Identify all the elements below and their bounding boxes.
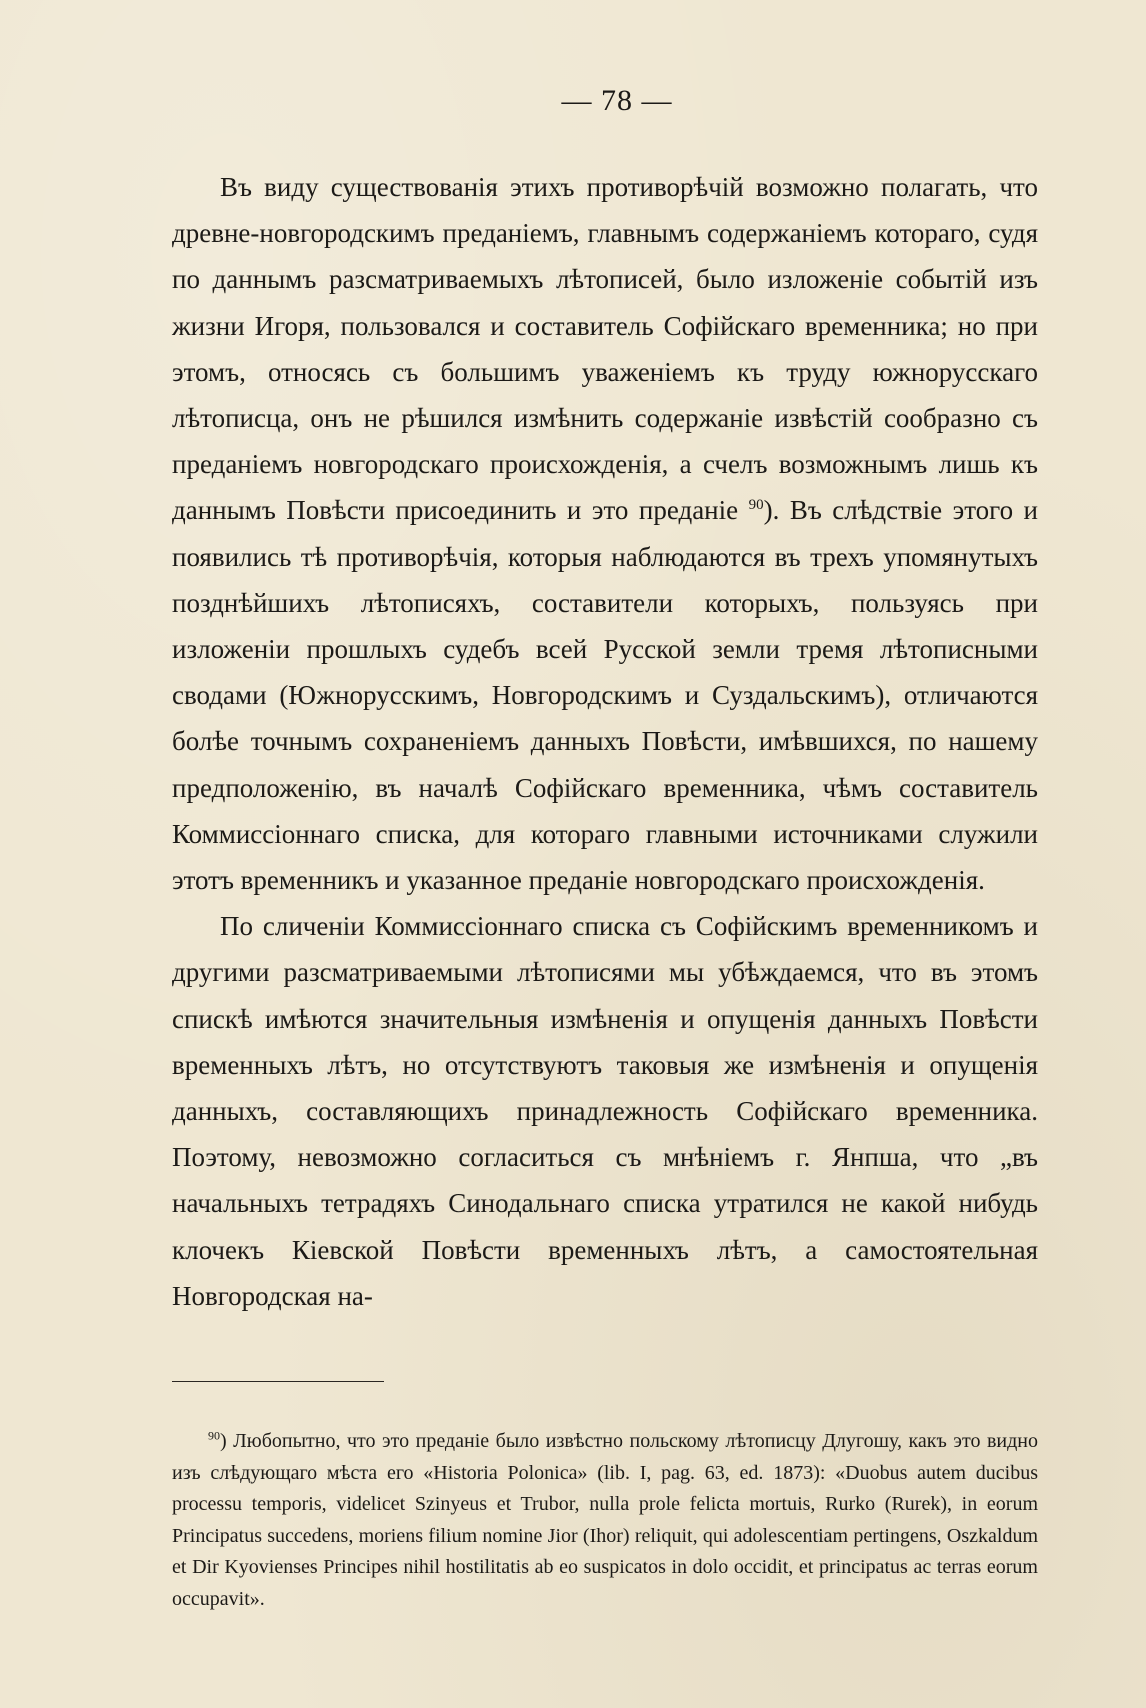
- paragraph-1-text: Въ виду существованія этихъ противорѣчій возможно полагать, что древне-новгородскимъ преданіемъ, главнымъ содержаніемъ котораго, судя по даннымъ разсматриваемыхъ лѣтописей, было изложеніе событій изъ жизни Игоря, пользовался и составитель Софійскаго временника; но при этомъ, относясь съ большимъ уваженіемъ къ труду южнорусскаго лѣтописца, онъ не рѣшился измѣнить содержаніе извѣстій сообразно съ преданіемъ новгородскаго происхожденія, а счелъ возможнымъ лишь къ даннымъ Повѣсти присоединить и это преданіе: [172, 172, 1038, 526]
- paragraph-2: По сличеніи Коммиссіоннаго списка съ Софійскимъ временникомъ и другими разсматриваемыми лѣтописями мы убѣждаемся, что въ этомъ спискѣ имѣются значительныя измѣненія и опущенія данныхъ Повѣсти временныхъ лѣтъ, но отсутствуютъ таковыя же измѣненія и опущенія данныхъ, составляющихъ принадлежность Софійскаго временника. Поэтому, невозможно согласиться съ мнѣніемъ г. Янпша, что „въ начальныхъ тетрадяхъ Синодальнаго списка утратился не какой нибудь клочекъ Кіевской Повѣсти временныхъ лѣтъ, а самостоятельная Новгородская на-: [172, 911, 1038, 1311]
- main-text: [172, 164, 1038, 1319]
- footnote-separator: [172, 1381, 384, 1382]
- paragraph-1-continuation: ). Въ слѣдствіе этого и появились тѣ противорѣчія, которыя наблюдаются въ трехъ упомянутыхъ позднѣйшихъ лѣтописяхъ, составители которыхъ, пользуясь при изложеніи прошлыхъ судебъ всей Русской земли тремя лѣтописными сводами (Южнорусскимъ, Новгородскимъ и Суздальскимъ), отличаются болѣе точнымъ сохраненіемъ данныхъ Повѣсти, имѣвшихся, по нашему предположенію, въ началѣ Софійскаго временника, чѣмъ составитель Коммиссіоннаго списка, для котораго главными источниками служили этотъ временникъ и указанное преданіе новгородскаго происхожденія.: [172, 495, 1039, 896]
- page-number: — 78 —: [561, 84, 673, 117]
- footnote: [172, 1426, 1038, 1616]
- footnote-text: ) Любопытно, что это преданіе было извѣстно польскому лѣтописцу Длугошу, какъ это видно изъ слѣдующаго мѣста его «Historia Polonica» (lib. I, pag. 63, ed. 1873): «Duobus autem ducibus processu temporis, videlicet Szinyeus et Trubor, nulla prole felicta mortuis, Rurko (Rurek), in eorum Principatus succedens, moriens filium nomine Jior (Ihor) reliquit, qui adolescentiam pertingens, Oszkaldum et Dir Kyovienses Principes nihil hostilitatis ab eo suspicatos in dolo occidit, et principatus ac terras eorum occupavit».: [172, 1430, 1038, 1611]
- footnote-reference[interactable]: 90: [748, 497, 764, 514]
- footnote-marker: 90: [208, 1428, 220, 1443]
- paragraph-1: [172, 164, 1038, 903]
